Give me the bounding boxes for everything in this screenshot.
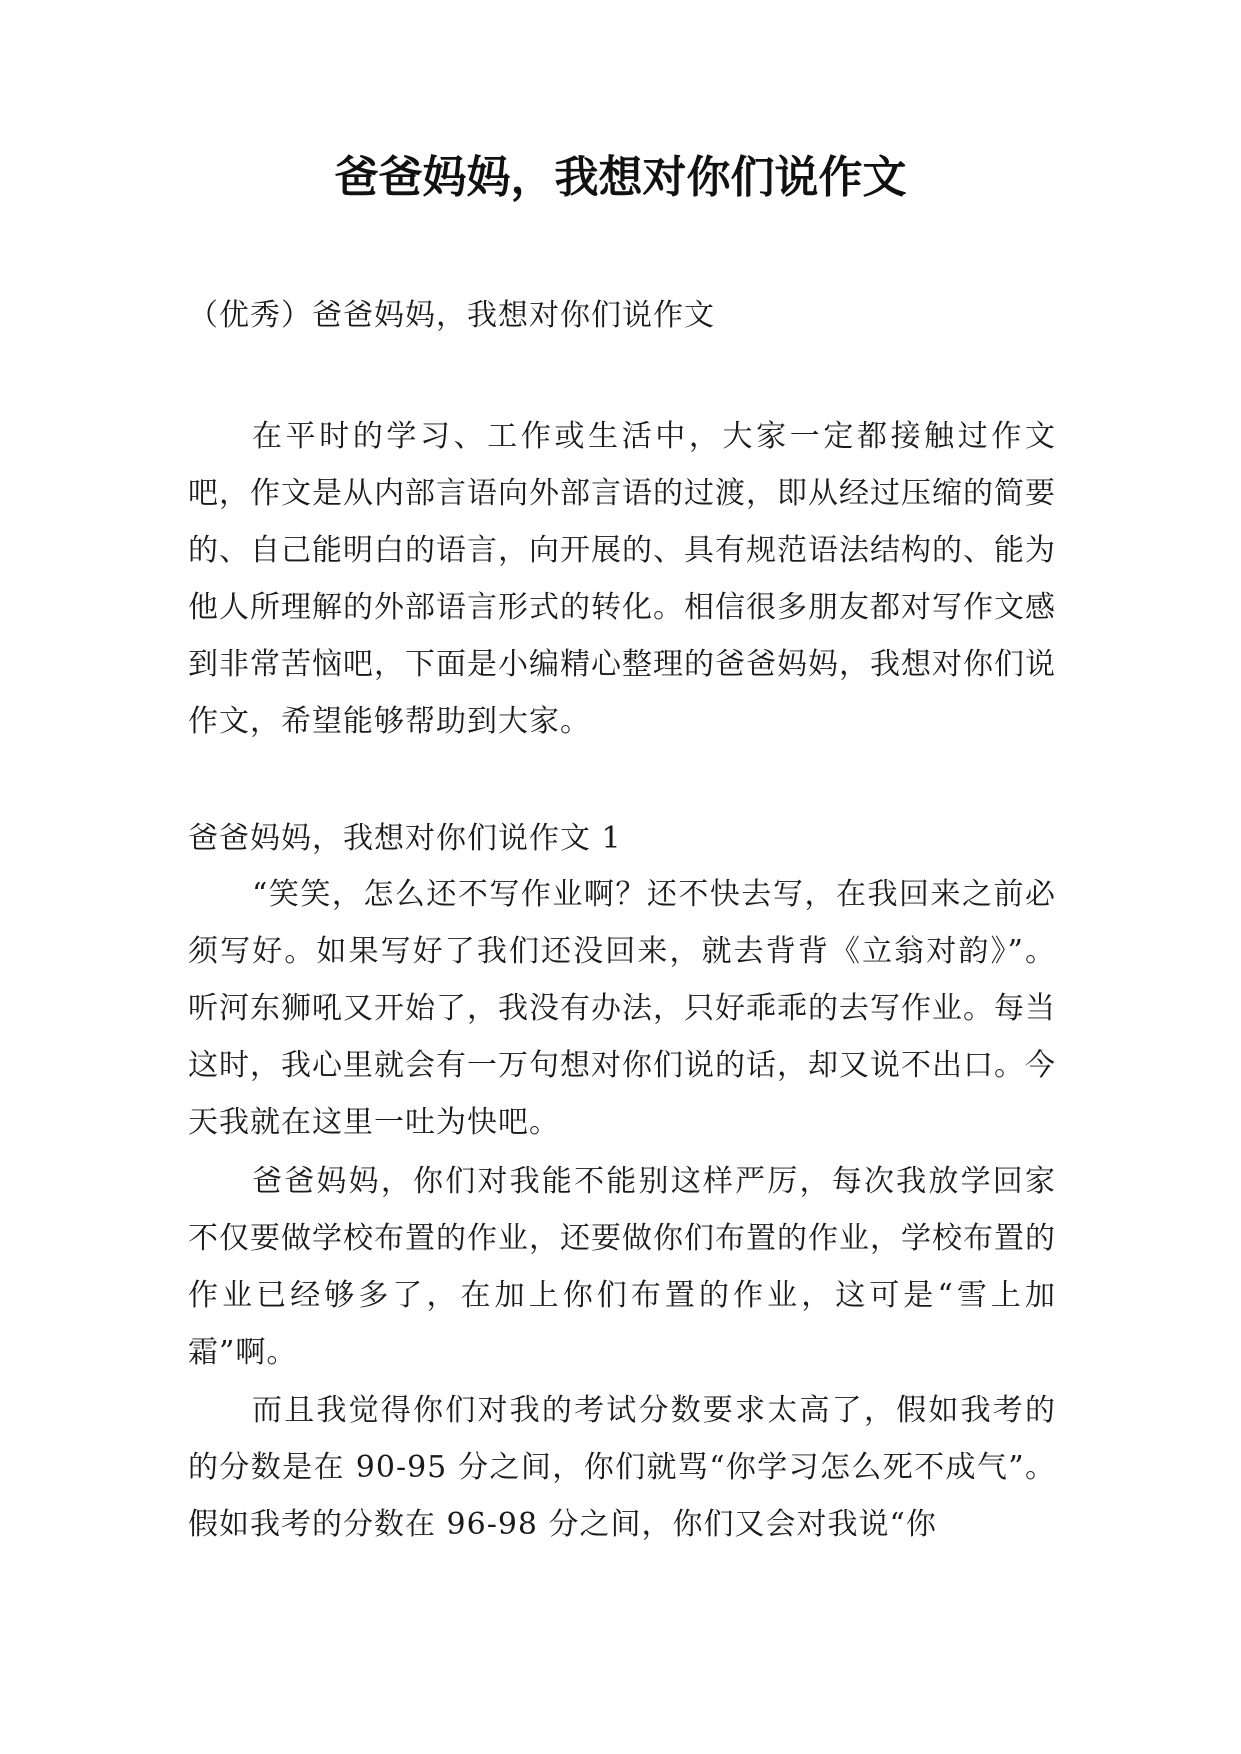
section-heading: 爸爸妈妈，我想对你们说作文 1 bbox=[188, 821, 622, 856]
document-title: 爸爸妈妈，我想对你们说作文 bbox=[334, 152, 907, 203]
essay-paragraph-3: 而且我觉得你们对我的考试分数要求太高了，假如我考的的分数是在 90-95 分之间，你们就骂“你学习怎么死不成气”。假如我考的分数在 96-98 分之间，你们又会对我说“你 bbox=[188, 1393, 1056, 1542]
essay-paragraph-2: 爸爸妈妈，你们对我能不能别这样严厉，每次我放学回家不仅要做学校布置的作业，还要做你们布置的作业，学校布置的作业已经够多了，在加上你们布置的作业，这可是“雪上加霜”啊。 bbox=[188, 1164, 1056, 1370]
intro-paragraph: 在平时的学习、工作或生活中，大家一定都接触过作文吧，作文是从内部言语向外部言语的过渡，即从经过压缩的简要的、自己能明白的语言，向开展的、具有规范语法结构的、能为他人所理解的外部语言形式的转化。相信很多朋友都对写作文感到非常苦恼吧，下面是小编精心整理的爸爸妈妈，我想对你们说作文，希望能够帮助到大家。 bbox=[188, 419, 1056, 739]
document-subtitle: （优秀）爸爸妈妈，我想对你们说作文 bbox=[188, 298, 715, 333]
essay-paragraph-1: “笑笑，怎么还不写作业啊？还不快去写，在我回来之前必须写好。如果写好了我们还没回来，就去背背《立翁对韵》”。听河东狮吼又开始了，我没有办法，只好乖乖的去写作业。每当这时，我心里就会有一万句想对你们说的话，却又说不出口。今天我就在这里一吐为快吧。 bbox=[188, 877, 1056, 1140]
